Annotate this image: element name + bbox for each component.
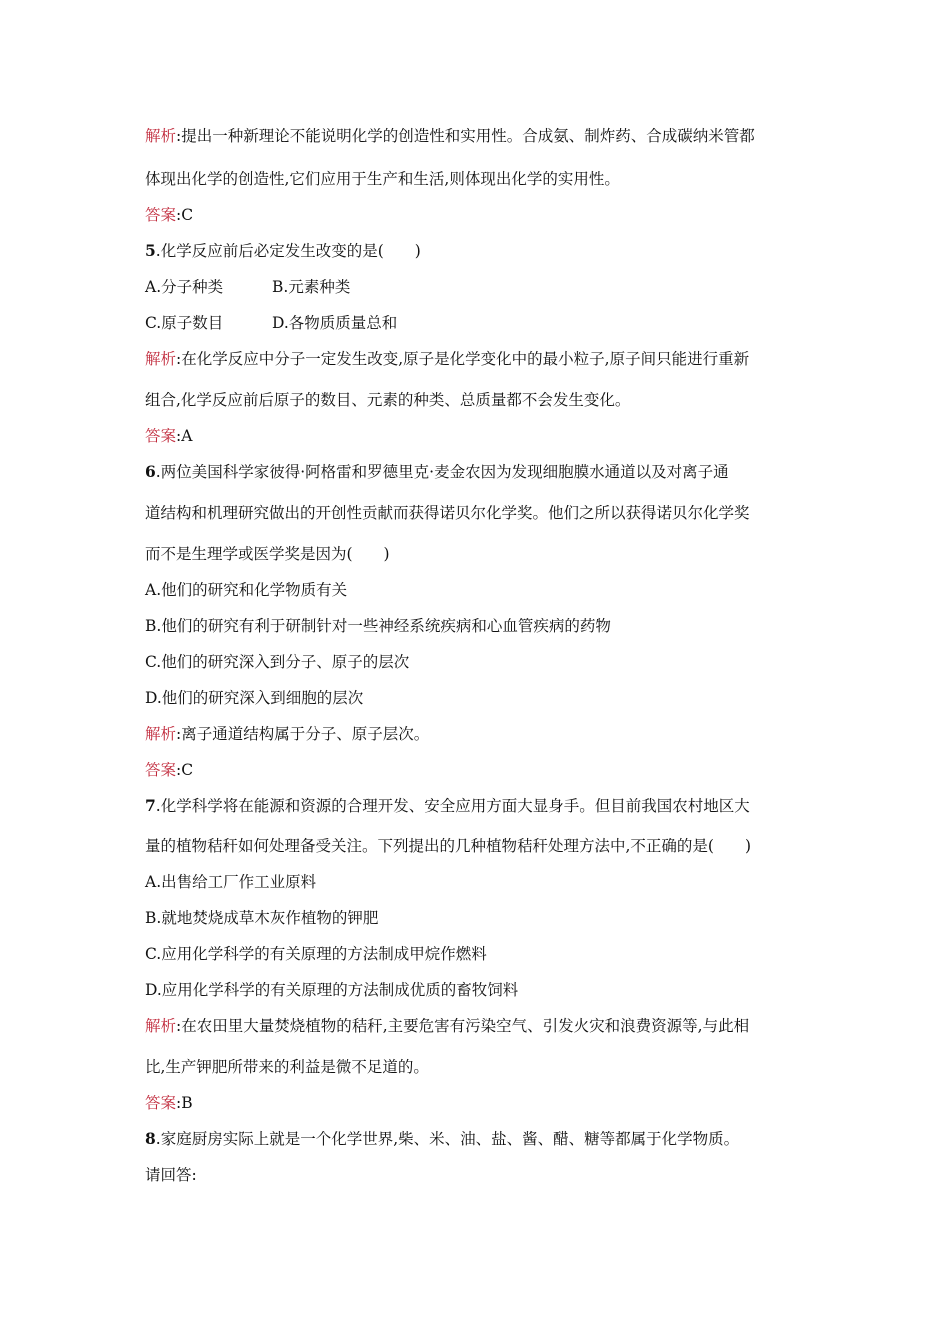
q7-explanation-line-1: 解析:在农田里大量焚烧植物的秸秆,主要危害有污染空气、引发火灾和浪费资源等,与此相 [145,1017,750,1035]
q6-stem-line-3: 而不是生理学或医学奖是因为( ) [145,545,390,563]
explanation-label: 解析 [145,1017,177,1035]
q7-stem-line-2: 量的植物秸秆如何处理备受关注。下列提出的几种植物秸秆处理方法中,不正确的是( ) [145,837,752,855]
q6-option-b: B.他们的研究有利于研制针对一些神经系统疾病和心血管疾病的药物 [145,617,611,635]
explanation-label: 解析 [145,725,177,743]
q6-stem-line-2: 道结构和机理研究做出的开创性贡献而获得诺贝尔化学奖。他们之所以获得诺贝尔化学奖 [145,504,750,522]
q4-explanation-line-1: 解析:提出一种新理论不能说明化学的创造性和实用性。合成氨、制炸药、合成碳纳米管都 [145,127,755,145]
q7-explanation-line-2: 比,生产钾肥所带来的利益是微不足道的。 [145,1058,429,1076]
q5-option-a: A.分子种类 [145,278,224,296]
answer-label: 答案 [145,1094,177,1112]
q6-option-a: A.他们的研究和化学物质有关 [145,581,348,599]
q5-answer: 答案:A [145,427,193,445]
question-number: 8 [145,1129,156,1148]
q5-option-d: D.各物质质量总和 [272,314,398,332]
q5-stem: 5.化学反应前后必定发生改变的是( ) [145,241,421,260]
q6-answer: 答案:C [145,761,194,779]
question-number: 6 [145,462,156,481]
q6-explanation: 解析:离子通道结构属于分子、原子层次。 [145,725,430,743]
question-number: 7 [145,796,156,815]
q5-option-b: B.元素种类 [272,278,351,296]
q7-answer: 答案:B [145,1094,193,1112]
q7-option-a: A.出售给工厂作工业原料 [145,873,317,891]
q8-stem-line-1: 8.家庭厨房实际上就是一个化学世界,柴、米、油、盐、酱、醋、糖等都属于化学物质。 [145,1129,740,1148]
answer-label: 答案 [145,206,177,224]
q6-option-c: C.他们的研究深入到分子、原子的层次 [145,653,410,671]
question-number: 5 [145,241,156,260]
q4-answer: 答案:C [145,206,194,224]
q7-option-d: D.应用化学科学的有关原理的方法制成优质的畜牧饲料 [145,981,519,999]
q7-stem-line-1: 7.化学科学将在能源和资源的合理开发、安全应用方面大显身手。但目前我国农村地区大 [145,796,750,815]
q6-stem-line-1: 6.两位美国科学家彼得·阿格雷和罗德里克·麦金农因为发现细胞膜水通道以及对离子通 [145,462,729,481]
q6-option-d: D.他们的研究深入到细胞的层次 [145,689,364,707]
q7-option-b: B.就地焚烧成草木灰作植物的钾肥 [145,909,379,927]
explanation-label: 解析 [145,350,177,368]
q5-explanation-line-1: 解析:在化学反应中分子一定发生改变,原子是化学变化中的最小粒子,原子间只能进行重新 [145,350,750,368]
q7-option-c: C.应用化学科学的有关原理的方法制成甲烷作燃料 [145,945,487,963]
answer-label: 答案 [145,427,177,445]
q4-explanation-line-2: 体现出化学的创造性,它们应用于生产和生活,则体现出化学的实用性。 [145,170,620,188]
q5-option-c: C.原子数目 [145,314,224,332]
q5-options-row-2 [145,313,398,333]
q5-options-row-1 [145,277,351,297]
explanation-label: 解析 [145,127,177,145]
q8-stem-line-2: 请回答: [145,1166,197,1184]
q5-explanation-line-2: 组合,化学反应前后原子的数目、元素的种类、总质量都不会发生变化。 [145,391,631,409]
answer-label: 答案 [145,761,177,779]
